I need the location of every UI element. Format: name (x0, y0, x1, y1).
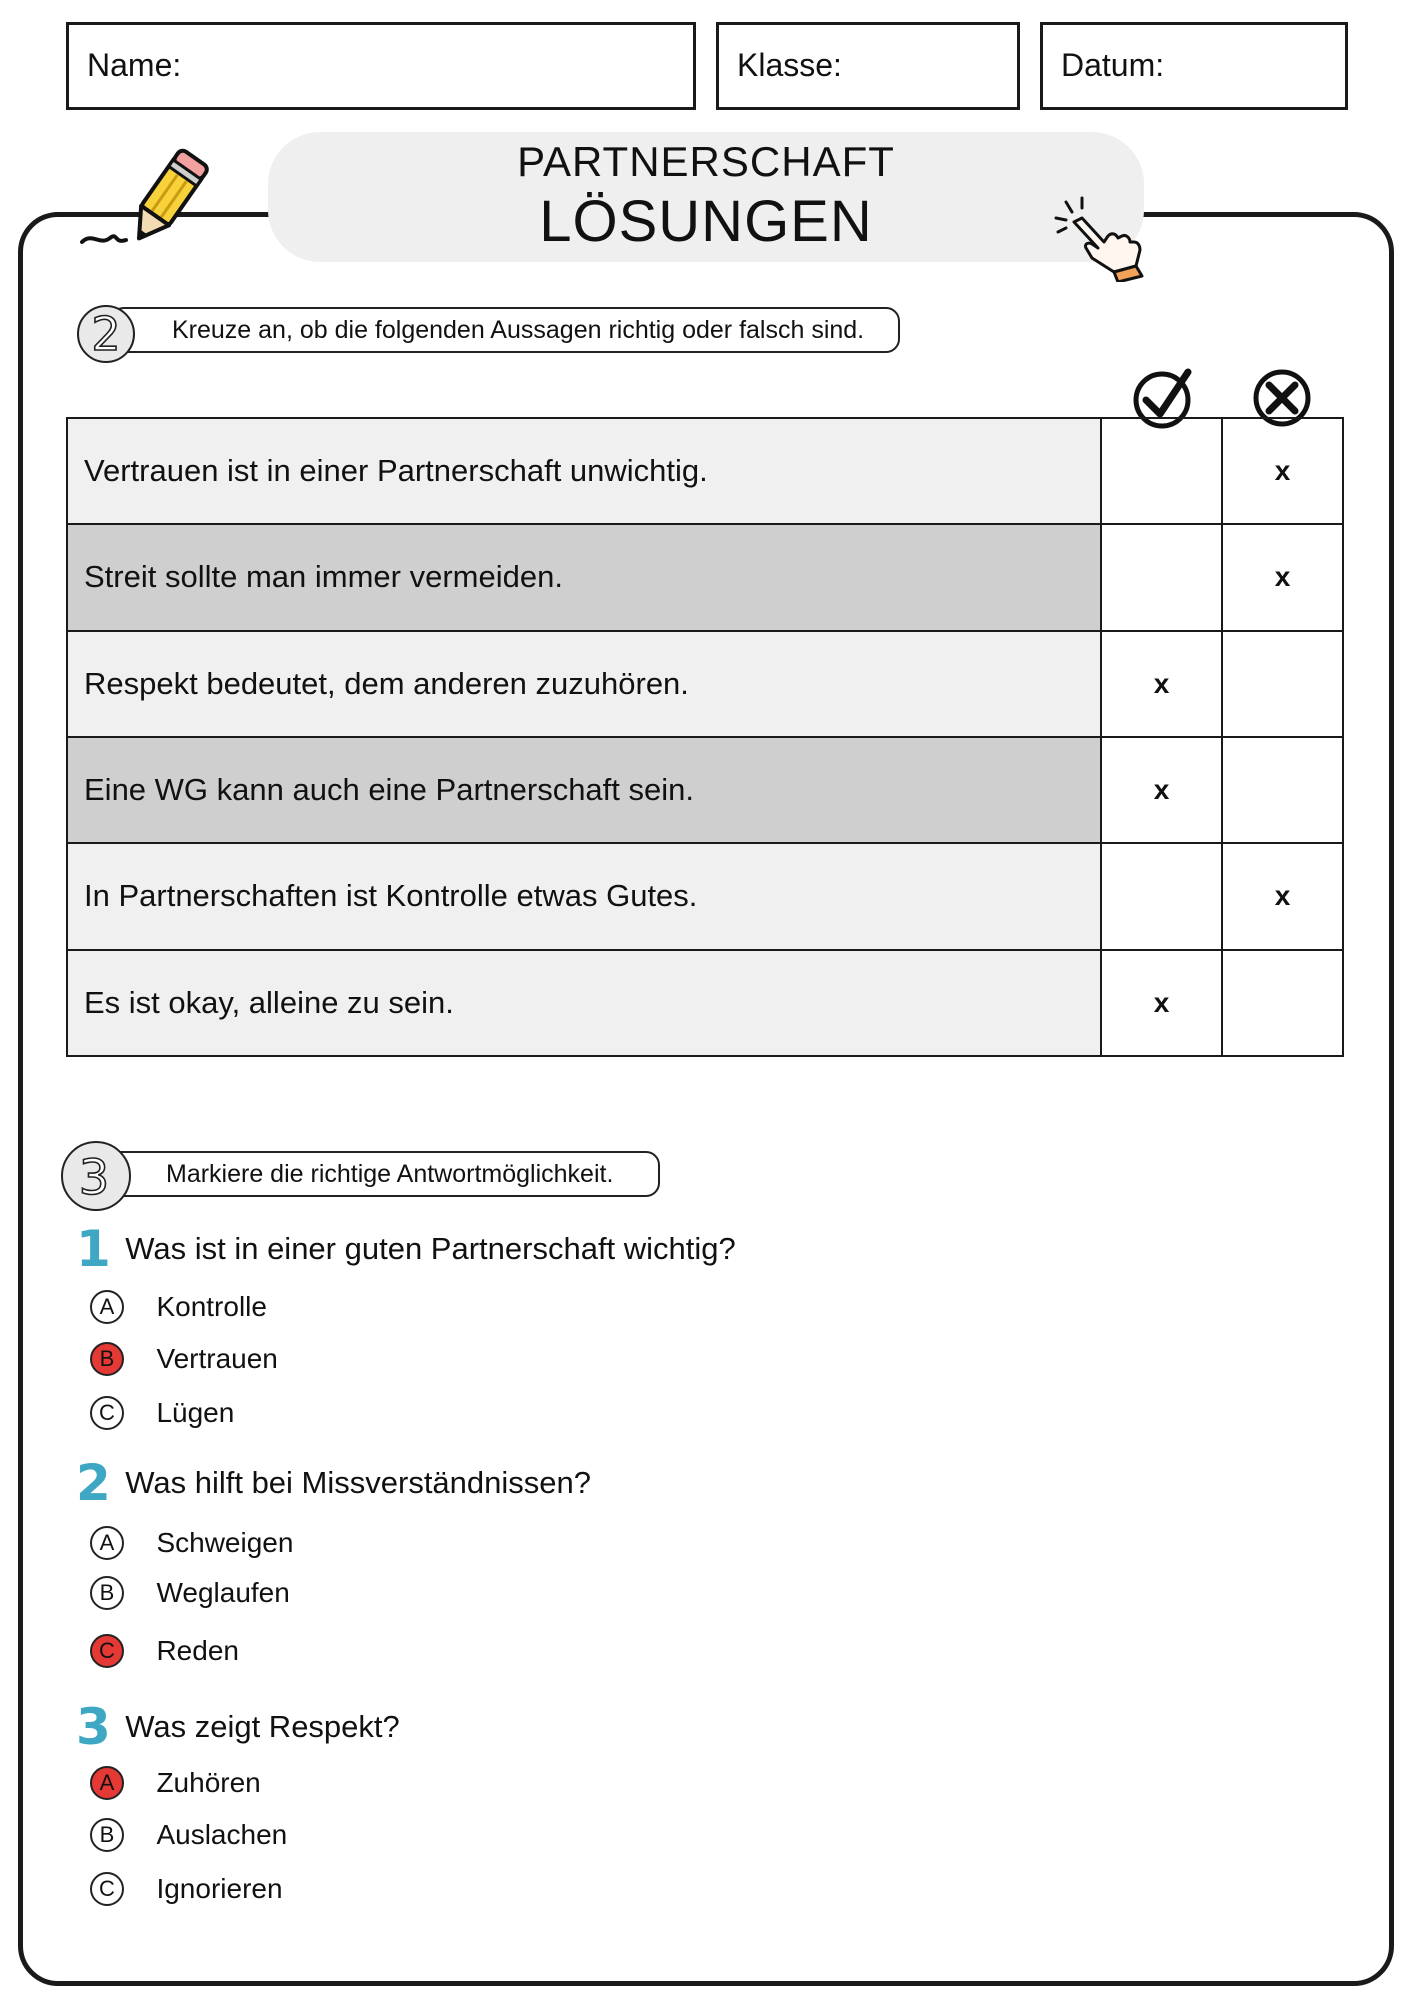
option-letter: C (90, 1396, 124, 1430)
worksheet-subtitle: LÖSUNGEN (539, 189, 873, 254)
task-instruction (110, 307, 900, 353)
option-label: Ignorieren (156, 1873, 283, 1904)
answer-option[interactable] (90, 1396, 234, 1432)
true-checkbox[interactable] (1101, 843, 1222, 949)
true-false-table (66, 417, 1344, 1057)
worksheet-title: PARTNERSCHAFT (517, 138, 895, 185)
option-letter: A (90, 1766, 124, 1800)
task-instruction-text: Markiere die richtige Antwortmöglichkeit. (166, 1160, 614, 1188)
question-text: Was ist in einer guten Partnerschaft wichtig? (125, 1231, 736, 1266)
answer-option[interactable] (90, 1818, 287, 1854)
option-label: Kontrolle (156, 1291, 267, 1322)
table-row (67, 843, 1343, 949)
option-letter: B (90, 1342, 124, 1376)
option-letter: A (90, 1526, 124, 1560)
table-row (67, 418, 1343, 524)
class-label: Klasse: (737, 47, 842, 83)
true-checkbox[interactable]: x (1101, 631, 1222, 737)
false-checkbox[interactable] (1222, 737, 1343, 843)
option-letter: C (90, 1872, 124, 1906)
false-checkbox[interactable] (1222, 631, 1343, 737)
option-label: Lügen (156, 1397, 235, 1428)
answer-option[interactable] (90, 1342, 278, 1378)
table-row (67, 524, 1343, 630)
question-number: 2 (76, 1454, 111, 1512)
question-text: Was zeigt Respekt? (125, 1709, 400, 1744)
title-banner (268, 132, 1144, 262)
false-checkbox[interactable] (1222, 950, 1343, 1056)
option-label: Weglaufen (156, 1577, 290, 1608)
table-row (67, 950, 1343, 1056)
question (76, 1454, 591, 1512)
task-number-badge (76, 300, 136, 368)
answer-option[interactable] (90, 1766, 261, 1802)
answer-option[interactable] (90, 1576, 290, 1612)
option-label: Zuhören (156, 1767, 261, 1798)
question (76, 1220, 736, 1278)
answer-option[interactable] (90, 1526, 293, 1562)
false-checkbox[interactable]: x (1222, 524, 1343, 630)
option-letter: A (90, 1290, 124, 1324)
question-number: 3 (76, 1698, 111, 1756)
statement-cell: Streit sollte man immer vermeiden. (67, 524, 1101, 630)
question-text: Was hilft bei Missverständnissen? (125, 1465, 592, 1500)
task-number: 3 (78, 1150, 110, 1206)
statement-cell: In Partnerschaften ist Kontrolle etwas Gutes. (67, 843, 1101, 949)
option-label: Reden (156, 1635, 239, 1666)
false-checkbox[interactable]: x (1222, 843, 1343, 949)
option-label: Schweigen (156, 1527, 294, 1558)
statement-cell: Eine WG kann auch eine Partnerschaft sein. (67, 737, 1101, 843)
false-checkbox[interactable]: x (1222, 418, 1343, 524)
pencil-icon (74, 146, 214, 256)
statement-cell: Respekt bedeutet, dem anderen zuzuhören. (67, 631, 1101, 737)
task-number-badge (58, 1140, 134, 1212)
option-letter: B (90, 1818, 124, 1852)
pointing-hand-icon (1052, 196, 1148, 282)
task-instruction-text: Kreuze an, ob die folgenden Aussagen richtig oder falsch sind. (172, 316, 865, 344)
table-row (67, 631, 1343, 737)
answer-option[interactable] (90, 1872, 283, 1908)
class-field[interactable] (716, 22, 1020, 110)
name-field[interactable] (66, 22, 696, 110)
answer-option[interactable] (90, 1634, 239, 1670)
true-checkbox[interactable]: x (1101, 950, 1222, 1056)
date-field[interactable] (1040, 22, 1348, 110)
true-checkbox[interactable]: x (1101, 737, 1222, 843)
true-checkbox[interactable] (1101, 418, 1222, 524)
name-label: Name: (87, 47, 182, 83)
statement-cell: Vertrauen ist in einer Partnerschaft unwichtig. (67, 418, 1101, 524)
option-label: Auslachen (156, 1819, 288, 1850)
table-row (67, 737, 1343, 843)
true-checkbox[interactable] (1101, 524, 1222, 630)
option-letter: C (90, 1634, 124, 1668)
option-letter: B (90, 1576, 124, 1610)
question (76, 1698, 400, 1756)
statement-cell: Es ist okay, alleine zu sein. (67, 950, 1101, 1056)
date-label: Datum: (1061, 47, 1165, 83)
task-number: 2 (91, 307, 121, 361)
answer-option[interactable] (90, 1290, 267, 1326)
option-label: Vertrauen (156, 1343, 278, 1374)
task-instruction (104, 1151, 660, 1197)
question-number: 1 (76, 1220, 111, 1278)
